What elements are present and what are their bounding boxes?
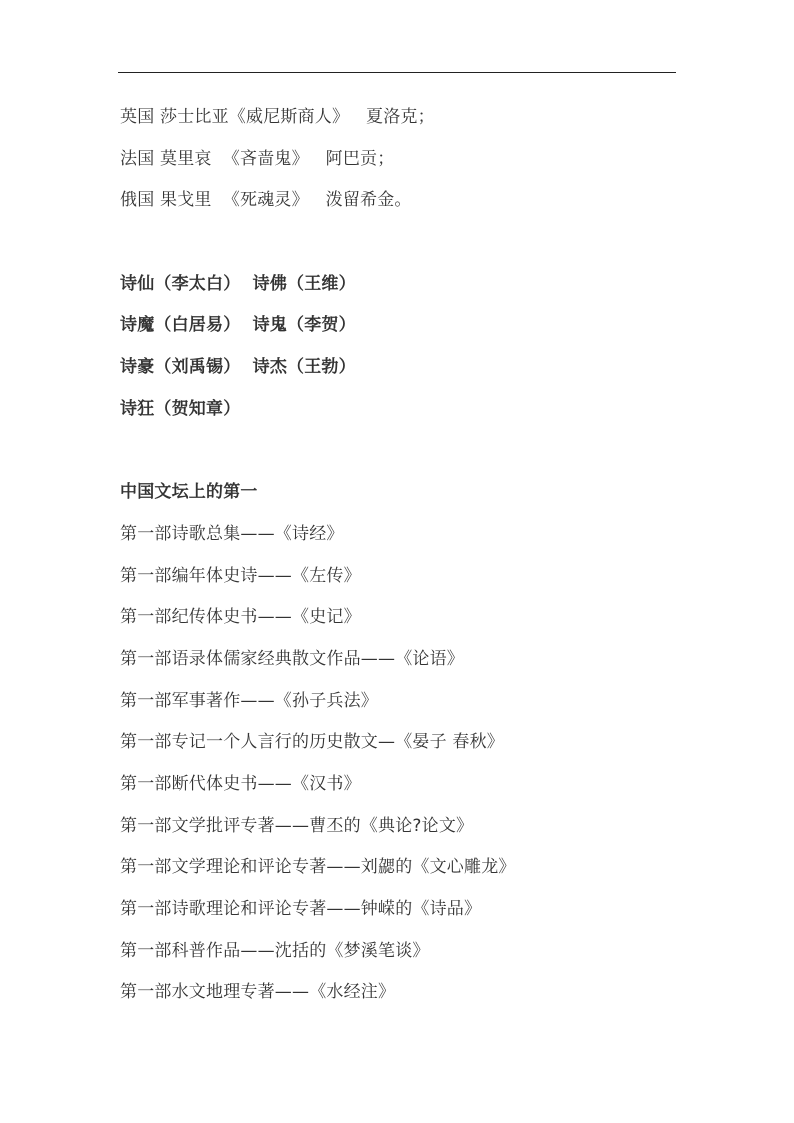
poet-line: 诗仙（李太白） 诗佛（王维） [120,273,356,294]
list-item: 第一部断代体史书——《汉书》 [120,774,361,794]
list-item: 第一部科普作品——沈括的《梦溪笔谈》 [120,940,430,961]
list-item: 第一部编年体史诗——《左传》 [120,565,361,586]
list-item: 第一部语录体儒家经典散文作品——《论语》 [120,648,464,669]
list-item: 第一部水文地理专著——《水经注》 [120,982,396,1003]
writer-line: 俄国 果戈里 《死魂灵》 泼留希金。 [120,190,412,211]
poet-line: 诗豪（刘禹锡） 诗杰（王勃） [120,357,356,378]
header-rule [118,72,676,73]
list-item: 第一部诗歌理论和评论专著——钟嵘的《诗品》 [120,899,482,920]
writer-line: 法国 莫里哀 《吝啬鬼》 阿巴贡； [120,148,395,169]
spacer [120,228,680,270]
spacer [120,437,680,479]
poet-line: 诗魔（白居易） 诗鬼（李贺） [120,315,356,336]
list-item: 第一部文学理论和评论专著——刘勰的《文心雕龙》 [120,857,516,878]
document-body [120,103,680,1020]
list-item: 第一部诗歌总集——《诗经》 [120,523,344,544]
writer-line: 英国 莎士比亚《威尼斯商人》 夏洛克； [120,107,435,127]
list-item: 第一部文学批评专著——曹丕的《典论?论文》 [120,815,474,836]
list-item: 第一部专记一个人言行的历史散文—《晏子 春秋》 [120,732,505,753]
list-item: 第一部纪传体史书——《史记》 [120,607,361,628]
section-heading: 中国文坛上的第一 [120,482,258,503]
list-item: 第一部军事著作——《孙子兵法》 [120,690,378,711]
poet-line: 诗狂（贺知章） [120,398,241,419]
